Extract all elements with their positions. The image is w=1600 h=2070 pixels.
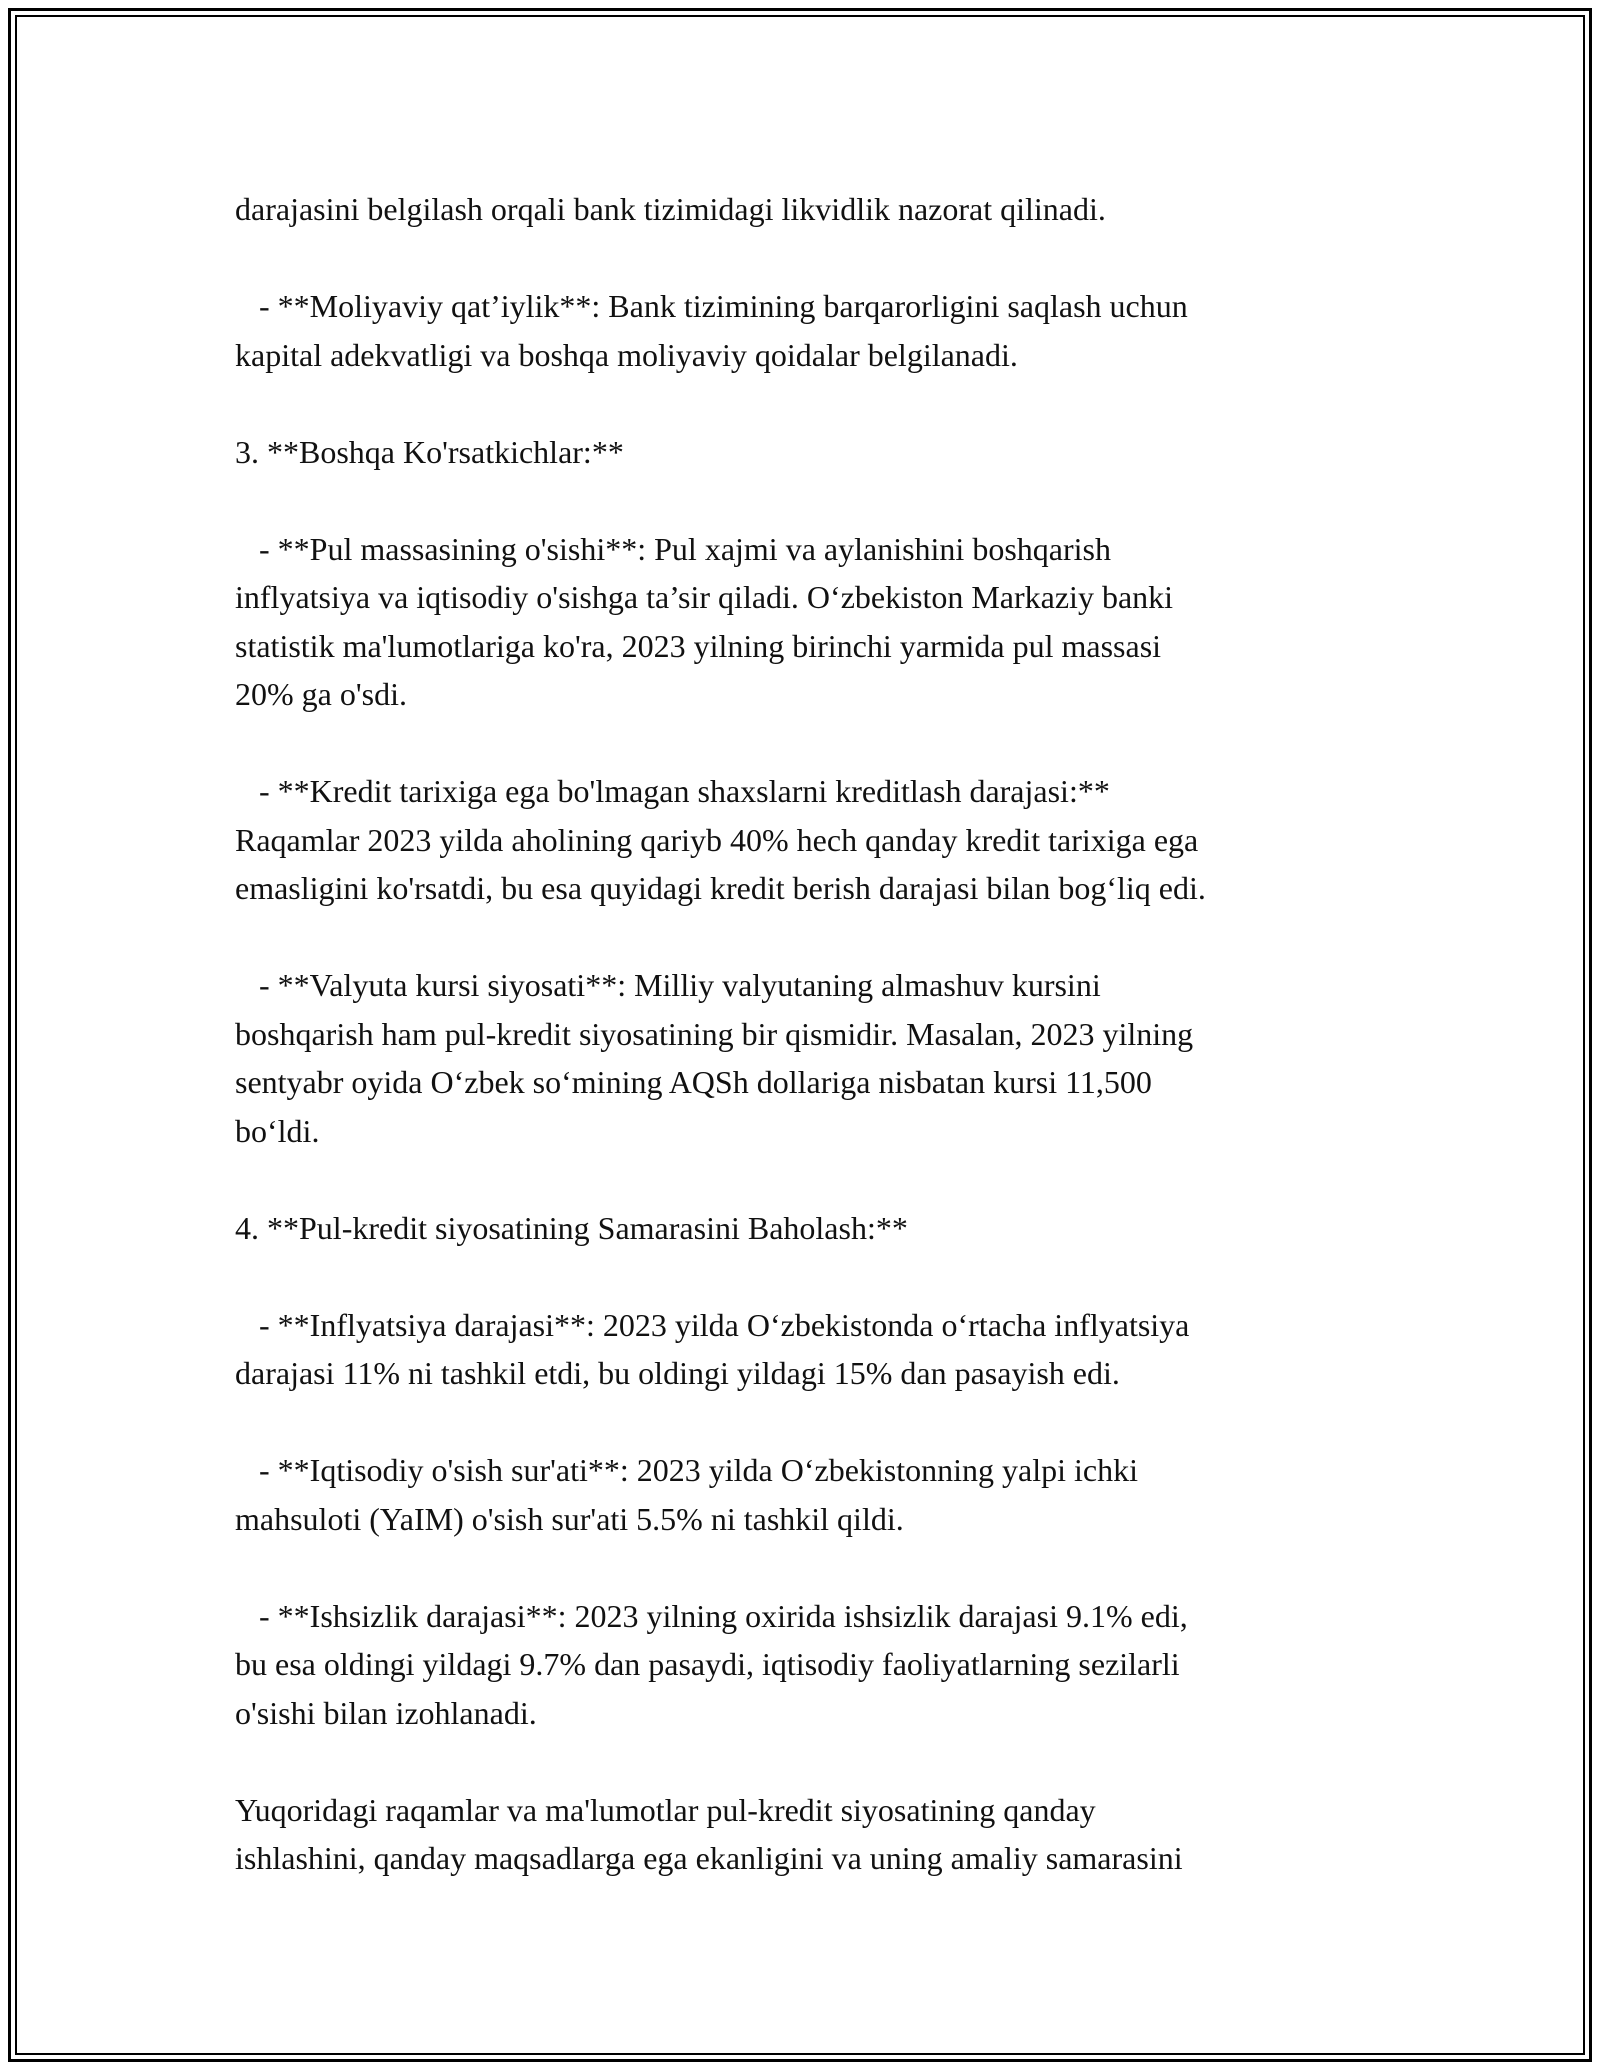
text-line: ishlashini, qanday maqsadlarga ega ekanligini va uning amaliy samarasini <box>235 1840 1183 1876</box>
text-line: - **Kredit tarixiga ega bo'lmagan shaxslarni kreditlash darajasi:** <box>235 773 1110 809</box>
blank-line <box>235 1543 1375 1592</box>
text-line: statistik ma'lumotlariga ko'ra, 2023 yilning birinchi yarmida pul massasi <box>235 627 1162 664</box>
blank-line <box>235 1252 1375 1301</box>
blank-line <box>235 913 1375 962</box>
text-line: 4. **Pul-kredit siyosatining Samarasini Baholash:** <box>235 1209 908 1246</box>
text-line: - **Inflyatsiya darajasi**: 2023 yilda O‘zbekistonda o‘rtacha inflyatsiya <box>235 1306 1190 1343</box>
text-line: Raqamlar 2023 yilda aholining qariyb 40% hech qanday kredit tarixiga ega <box>235 821 1199 858</box>
text-line: mahsuloti (YaIM) o'sish sur'ati 5.5% ni tashkil qildi. <box>235 1500 904 1537</box>
text-line: kapital adekvatligi va boshqa moliyaviy qoidalar belgilanadi. <box>235 336 1018 373</box>
text-line: darajasi 11% ni tashkil etdi, bu oldingi yildagi 15% dan pasayish edi. <box>235 1355 1120 1391</box>
blank-line <box>235 1155 1375 1204</box>
blank-line <box>235 719 1375 768</box>
text-line: 3. **Boshqa Ko'rsatkichlar:** <box>235 433 624 470</box>
text-line: - **Valyuta kursi siyosati**: Milliy valyutaning almashuv kursini <box>235 967 1101 1003</box>
text-line: inflyatsiya va iqtisodiy o'sishga ta’sir qiladi. O‘zbekiston Markaziy banki <box>235 579 1174 615</box>
blank-line <box>235 476 1375 525</box>
blank-line <box>235 1737 1375 1786</box>
text-line: bu esa oldingi yildagi 9.7% dan pasaydi, iqtisodiy faoliyatlarning sezilarli <box>235 1646 1180 1682</box>
text-line: - **Iqtisodiy o'sish sur'ati**: 2023 yilda O‘zbekistonning yalpi ichki <box>235 1452 1138 1488</box>
document-body <box>235 185 1375 1883</box>
text-line: sentyabr oyida O‘zbek so‘mining AQSh dollariga nisbatan kursi 11,500 <box>235 1064 1152 1100</box>
text-line: emasligini ko'rsatdi, bu esa quyidagi kredit berish darajasi bilan bog‘liq edi. <box>235 870 1206 906</box>
text-line: 20% ga o'sdi. <box>235 676 407 712</box>
text-line: bo‘ldi. <box>235 1112 320 1149</box>
blank-line <box>235 234 1375 283</box>
text-line: Yuqoridagi raqamlar va ma'lumotlar pul-kredit siyosatining qanday <box>235 1791 1096 1828</box>
text-line: - **Ishsizlik darajasi**: 2023 yilning oxirida ishsizlik darajasi 9.1% edi, <box>235 1597 1188 1634</box>
text-line: - **Moliyaviy qat’iylik**: Bank tizimining barqarorligini saqlash uchun <box>235 288 1188 324</box>
text-line: darajasini belgilash orqali bank tizimidagi likvidlik nazorat qilinadi. <box>235 191 1106 227</box>
blank-line <box>235 379 1375 428</box>
text-line: o'sishi bilan izohlanadi. <box>235 1694 537 1731</box>
text-line: - **Pul massasining o'sishi**: Pul xajmi va aylanishini boshqarish <box>235 530 1111 567</box>
blank-line <box>235 1398 1375 1447</box>
text-line: boshqarish ham pul-kredit siyosatining bir qismidir. Masalan, 2023 yilning <box>235 1015 1194 1052</box>
